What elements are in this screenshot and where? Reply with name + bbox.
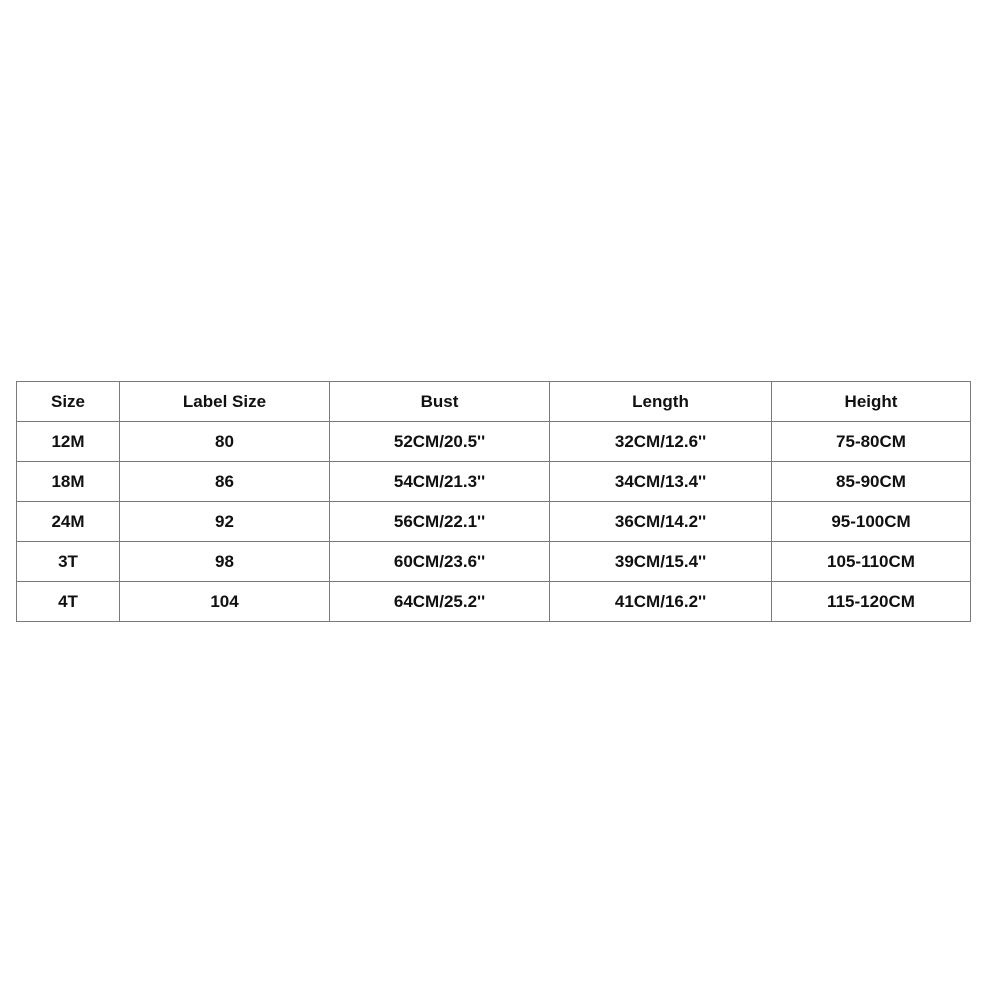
cell-size: 24M [17,502,120,542]
cell-height: 75-80CM [772,422,971,462]
table-row [17,422,971,462]
cell-size: 12M [17,422,120,462]
header-size: Size [17,382,120,422]
header-label-size: Label Size [120,382,330,422]
cell-height: 95-100CM [772,502,971,542]
cell-label-size: 104 [120,582,330,622]
cell-height: 115-120CM [772,582,971,622]
cell-height: 105-110CM [772,542,971,582]
cell-length: 34CM/13.4'' [550,462,772,502]
cell-length: 32CM/12.6'' [550,422,772,462]
table-row [17,502,971,542]
cell-length: 41CM/16.2'' [550,582,772,622]
table-row [17,582,971,622]
header-height: Height [772,382,971,422]
cell-size: 18M [17,462,120,502]
cell-bust: 54CM/21.3'' [330,462,550,502]
header-row [17,382,971,422]
cell-size: 3T [17,542,120,582]
table-row [17,542,971,582]
cell-bust: 52CM/20.5'' [330,422,550,462]
cell-label-size: 92 [120,502,330,542]
cell-length: 36CM/14.2'' [550,502,772,542]
size-chart-table [16,381,971,622]
cell-label-size: 86 [120,462,330,502]
cell-size: 4T [17,582,120,622]
cell-label-size: 98 [120,542,330,582]
cell-length: 39CM/15.4'' [550,542,772,582]
cell-label-size: 80 [120,422,330,462]
header-length: Length [550,382,772,422]
table-row [17,462,971,502]
cell-bust: 64CM/25.2'' [330,582,550,622]
header-bust: Bust [330,382,550,422]
cell-height: 85-90CM [772,462,971,502]
cell-bust: 60CM/23.6'' [330,542,550,582]
cell-bust: 56CM/22.1'' [330,502,550,542]
